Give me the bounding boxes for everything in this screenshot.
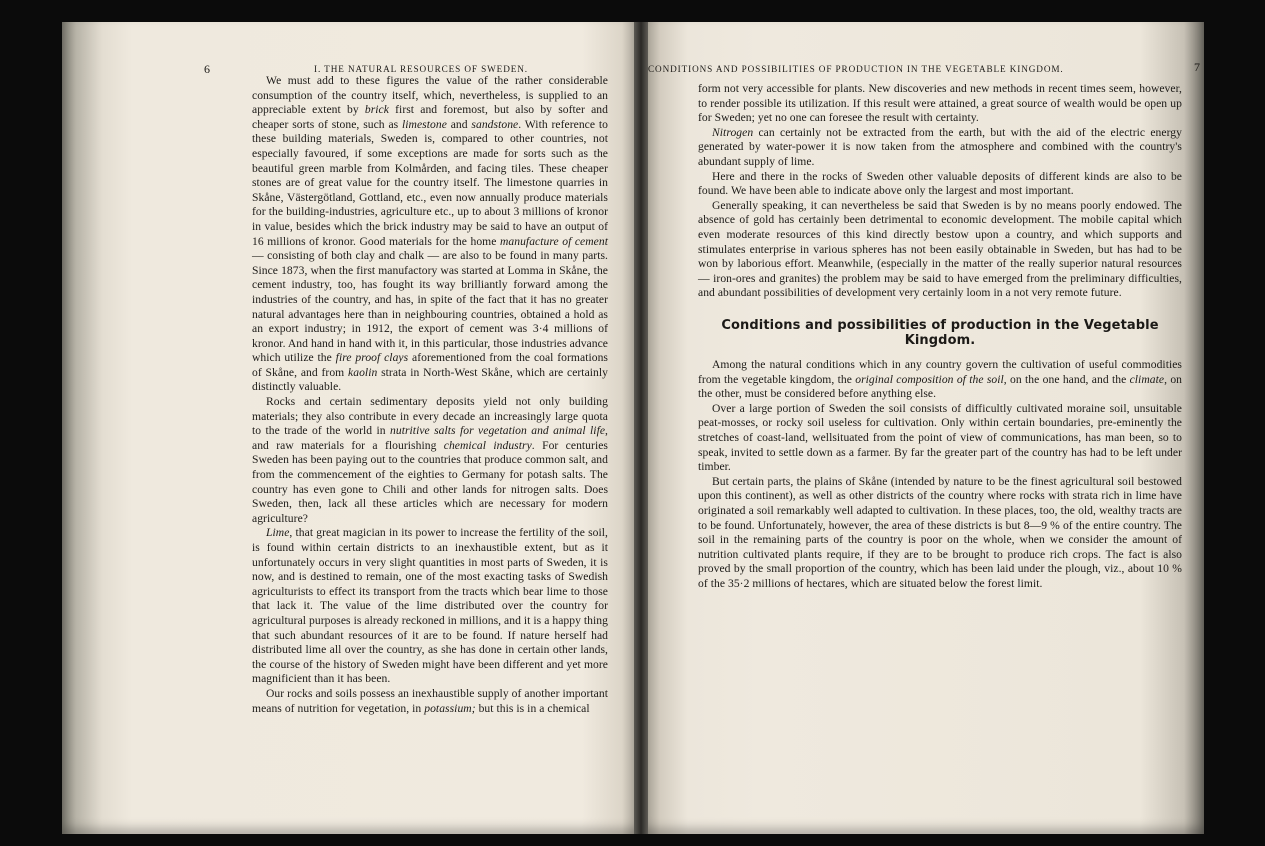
left-page-number: 6 [204, 62, 210, 76]
right-page [640, 22, 1204, 834]
paragraph [252, 74, 608, 395]
paragraph [252, 687, 608, 716]
italic-phrase: original composition of the soil [855, 372, 1004, 386]
italic-phrase: brick [364, 103, 389, 117]
text-run: form not very accessible for plants. New discoveries and new methods in recent times seem, however, to render possible its utilization. If this result were attained, a great source of wealth would be open up for Sweden; yet no one can foresee the result with certainty. [698, 82, 1182, 125]
text-run: Our rocks and soils possess an inexhaustible supply of another important means of nutrition for vegetation, in [252, 686, 608, 715]
section-heading: Conditions and possibilities of production in the Vegetable Kingdom. [721, 317, 1159, 348]
paragraph [698, 170, 1182, 199]
paragraph [698, 126, 1182, 170]
text-run: Here and there in the rocks of Sweden other valuable deposits of different kinds are also to be found. We have been able to indicate above only the largest and most important. [698, 169, 1182, 198]
text-run: strata in North-West Skåne, which are certainly distinctly valuable. [252, 365, 608, 394]
paragraph [698, 402, 1182, 475]
paragraph [698, 199, 1182, 301]
right-running-head: CONDITIONS AND POSSIBILITIES OF PRODUCTION IN THE VEGETABLE KINGDOM. [648, 64, 1064, 74]
italic-phrase: climate [1129, 372, 1165, 386]
text-run: can certainly not be extracted from the earth, but with the aid of the electric energy generated by water-power it is now taken from the atmosphere and combined with the country's abundant supply of lime. [698, 125, 1182, 168]
right-paragraphs-after [698, 358, 1182, 592]
text-run: and [446, 117, 472, 131]
text-run: , that great magician in its power to increase the fertility of the soil, is found within certain districts to an inexhaustible extent, but as it unfortunately occurs in very slight quantities in most parts of Sweden, it is now, and is destined to remain, one of the most exacting tasks of Swedish agriculturists to effect its transport from the tracts which bear lime to those that lack it. The value of the lime distributed over the country for agricultural purposes is already reckoned in millions, and it is a happy thing that such abundant resources of it are to be found. If nature herself had distributed lime all over the country, as she has done in certain other lands, the course of the history of Sweden might have been different and yet more magnificient than it has been. [252, 526, 608, 686]
paragraph [698, 82, 1182, 126]
text-run: Rocks and certain sedimentary deposits yield not only building materials; they also contribute in every decade an increasingly large quota to the trade of the world in [252, 395, 608, 438]
text-run: — consisting of both clay and chalk — are also to be found in many parts. Since 1873, when the first manufactory was started at Lomma in Skåne, the cement industry, too, has fought its way brilliantly forward among the industries of the country, and has, in spite of the fact that it has no greater natural advantages here than in neighbouring countries, obtained a hold as an export industry; in 1912, the export of cement was 3·4 millions of kronor. And hand in hand with it, in this particular, those industries advance which utilize the [252, 249, 608, 365]
italic-phrase: Nitrogen [712, 125, 754, 139]
text-run: Generally speaking, it can nevertheless be said that Sweden is by no means poorly endowed. The absence of gold has certainly been detrimental to economic development. The mobile capital which even moderate resources of this kind directly bestow upon a country, and which supports and stimulates enterprise in various spheres has not been easily obtainable in Sweden, but has had to be won by laborious effort. Meanwhile, (especially in the matter of the really superior natural resources — iron-ores and granites) the problem may be said to have emerged from the preliminary difficulties, and abundant possibilities of development very certainly loom in a not very remote future. [698, 198, 1182, 300]
italic-phrase: limestone [402, 117, 447, 131]
text-run: Among the natural conditions which in any country govern the cultivation of useful commodities from the vegetable kingdom, the [698, 358, 1182, 386]
text-run: We must add to these figures the value of the rather considerable consumption of the country itself, which, nevertheless, is supplied to an appreciable extent by [252, 74, 608, 117]
text-run: . With reference to these building materials, Sweden is, compared to other countries, not especially favoured, if some exceptions are made for sorts such as the beautiful green marble from Kolmården, and facing tiles. These cheaper stones are of great value for the country itself. The limestone quarries in Skåne, Västergötland, Gottland, etc., even now annually produce materials for the building-industries, agriculture etc., up to about 3 millions of kronor in value, besides which the brick industry may be said to have an output of 16 millions of kronor. Good materials for the home [252, 117, 608, 248]
book-spine [634, 22, 648, 834]
text-run: . For centuries Sweden has been paying out to the countries that produce common salt, and from the commencement of the eighties to Germany for potash salts. The country has even gone to Chili and other lands for nitrogen salts. Does Sweden, then, lack all these articles which are necessary for modern agriculture? [252, 438, 608, 525]
right-paragraphs-before [698, 82, 1182, 301]
text-run: , on the one hand, and the [1003, 372, 1130, 386]
text-run: , on the other, must be considered before anything else. [698, 372, 1183, 401]
italic-phrase: chemical industry [443, 438, 532, 452]
paragraph [698, 358, 1182, 402]
italic-phrase: kaolin [348, 365, 378, 379]
text-run: Over a large portion of Sweden the soil consists of difficultly cultivated moraine soil, unsuitable peat-mosses, or rocky soil useless for cultivation. Only within certain boundaries, pre-eminently the stretches of coast-land, wellsituated from the point of view of communications, has man been, so to speak, invited to settle down as a farmer. By far the greater part of the country has had to be left under timber. [698, 401, 1182, 474]
left-page-body [252, 74, 608, 716]
left-running-head: I. THE NATURAL RESOURCES OF SWEDEN. [314, 64, 528, 74]
italic-phrase: Lime [266, 526, 290, 540]
text-run: , and raw materials for a flourishing [252, 424, 608, 452]
right-page-body [698, 82, 1182, 592]
paragraph [252, 526, 608, 687]
italic-phrase: sandstone [471, 117, 519, 131]
italic-phrase: nutritive salts for vegetation and animal life [390, 424, 606, 438]
left-page [62, 22, 640, 834]
text-run: first and foremost, but also by softer and cheaper sorts of stone, such as [252, 103, 608, 131]
text-run: but this is in a chemical [475, 701, 590, 715]
text-run: aforementioned from the coal formations of Skåne, and from [252, 351, 608, 379]
text-run: But certain parts, the plains of Skåne (intended by nature to be the finest agricultural soil bestowed upon this continent), as well as other districts of the country where rocks with strata rich in lime have originated a soil remarkably well adapted to cultivation. In these places, too, the old, wealthy tracts are to be found. Unfortunately, however, the area of these districts is but 8—9 % of the entire country. The soil in the remaining parts of the country is poor on the whole, when we consider the amount of nutrition cultivated plants require, if they are to be brought to produce rich crops. The fact is also proved by the small proportion of the country, which has been laid under the plough, viz., about 10 % of the 35·2 millions of hectares, which are situated below the forest limit. [698, 474, 1182, 590]
book-spread [62, 22, 1204, 834]
italic-phrase: fire proof clays [335, 351, 409, 365]
paragraph [698, 475, 1182, 592]
paragraph [252, 395, 608, 526]
italic-phrase: potassium; [424, 701, 476, 715]
right-page-number: 7 [1194, 60, 1200, 74]
italic-phrase: manufacture of cement [499, 234, 608, 248]
